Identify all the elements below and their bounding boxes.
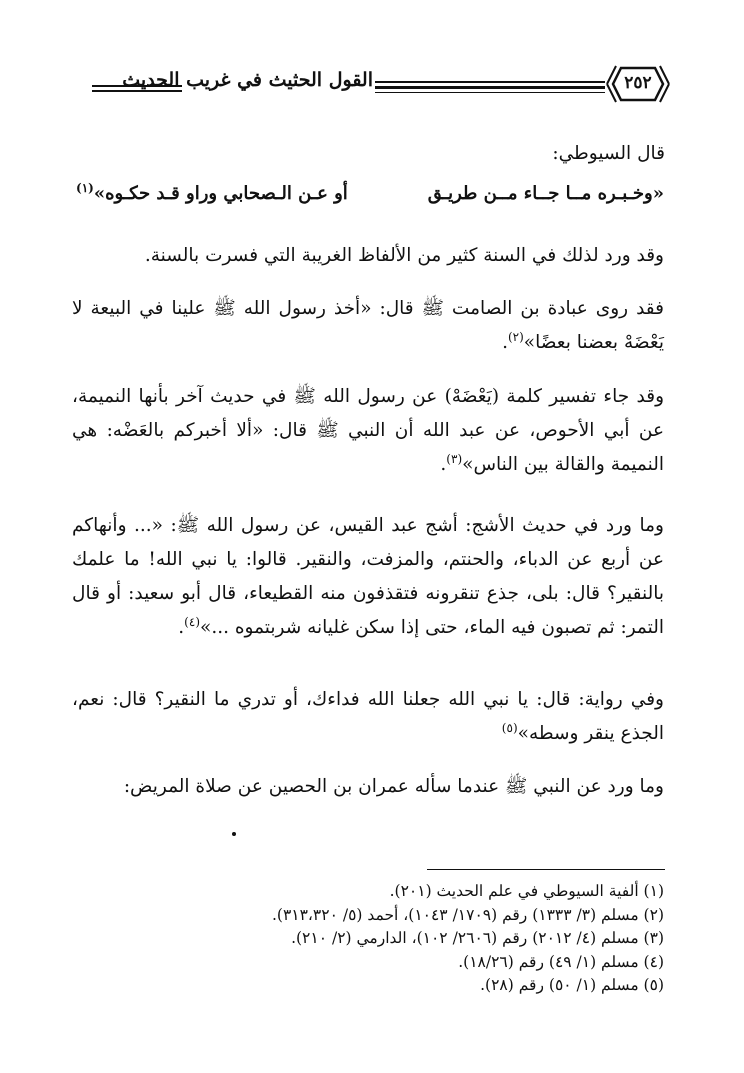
header-rule: [375, 81, 605, 83]
footnote-ref: (٢): [507, 329, 524, 344]
footnote: (٣) مسلم (٤/ ٢٠١٢) رقم (٢٦٠٦/ ١٠٢)، الدارمي (٢/ ٢١٠).: [291, 929, 664, 947]
footnotes: [104, 880, 664, 998]
header-rule: [375, 86, 605, 89]
footnote-ref: (٣): [446, 451, 463, 466]
paragraph-end: .: [440, 454, 447, 475]
verse-line: [72, 177, 664, 211]
paragraph: [72, 380, 664, 482]
paragraph: [72, 509, 664, 645]
footnote-ref: (٤): [184, 614, 200, 629]
paragraph-text: فقد روى عبادة بن الصامت ﷺ قال: «أخذ رسول الله ﷺ علينا في البيعة لا يَعْضَهْ بعضنا بعضًا»: [72, 298, 664, 353]
paragraph-text: وقد جاء تفسير كلمة (يَعْضَهْ) عن رسول الله ﷺ في حديث آخر بأنها النميمة، عن أبي الأحوص، عن عبد الله أن النبي ﷺ قال: «ألا أخبركم بالعَضْه: هي النميمة والقالة بين الناس»: [72, 386, 664, 475]
running-title: القول الحثيث في غريب الحديث: [122, 69, 373, 91]
header-rule: [375, 92, 605, 93]
footnote: (٢) مسلم (٣/ ١٣٣٣) رقم (١٧٠٩/ ١٠٤٣)، أحمد (٥/ ٣١٣،٣٢٠).: [271, 905, 664, 924]
footnote: (٤) مسلم (١/ ٤٩) رقم (١٨/٢٦).: [458, 952, 664, 971]
intro-line: قال السيوطي:: [552, 143, 665, 164]
paragraph: [72, 292, 664, 360]
verse-text: أو عـن الـصحابي وراو قـد حكـوه»: [93, 183, 348, 204]
verse-hemistich-right: «وخـبـره مــا جــاء مــن طريـق: [427, 183, 664, 204]
verse-hemistich-left: [76, 177, 348, 211]
footnote-separator: [427, 869, 665, 870]
ink-dot: [232, 832, 236, 836]
page-number: ٢٥٢: [624, 73, 652, 93]
paragraph: وقد ورد لذلك في السنة كثير من الألفاظ الغريبة التي فسرت بالسنة.: [144, 245, 664, 266]
paragraph-end: .: [502, 332, 508, 353]
paragraph-text: وفي رواية: قال: يا نبي الله جعلنا الله فداءك، أو تدري ما النقير؟ قال: نعم، الجذع ينقر وسطه»: [72, 689, 664, 744]
page-header: [70, 62, 670, 106]
footnote-ref: (٥): [501, 720, 518, 735]
footnote-ref: (١): [76, 181, 94, 195]
footnote: (٥) مسلم (١/ ٥٠) رقم (٢٨).: [480, 976, 664, 994]
paragraph: [72, 683, 664, 751]
footnote: (١) ألفية السيوطي في علم الحديث (٢٠١).: [389, 882, 664, 900]
paragraph-text: وما ورد في حديث الأشج: أشج عبد القيس، عن رسول الله ﷺ: «... وأنهاكم عن أربع عن الدباء، والحنتم، والمزفت، والنقير. قالوا: يا نبي الله! ما علمك بالنقير؟ قال: بلى، جذع تنقرونه فتقذفون منه القطيعاء، قال أبو سعيد: أو قال التمر: ثم تصبون فيه الماء، حتى إذا سكن غليانه شربتموه ...»: [72, 515, 664, 638]
paragraph: وما ورد عن النبي ﷺ عندما سأله عمران بن الحصين عن صلاة المريض:: [123, 776, 664, 797]
paragraph-end: .: [178, 617, 185, 638]
